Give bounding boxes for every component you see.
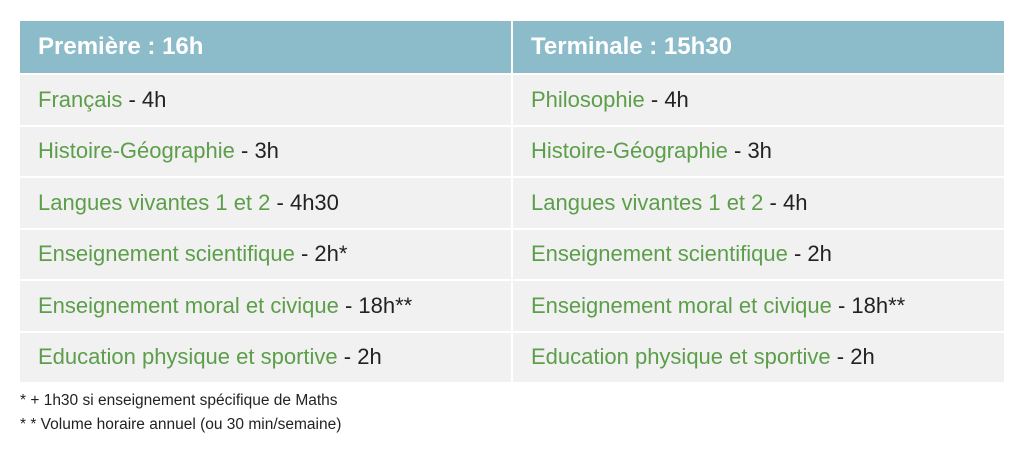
table-row — [20, 75, 511, 125]
table-row — [20, 178, 511, 228]
table-row — [513, 230, 1004, 280]
hours-value: 3h — [747, 138, 772, 164]
hours-value: 4h — [141, 86, 167, 112]
table-row — [20, 230, 511, 280]
subject-label: Enseignement scientifique — [531, 241, 788, 267]
separator: - — [294, 241, 315, 267]
terminale-header: Terminale : 15h30 — [513, 21, 1004, 73]
hours-value: 4h30 — [289, 189, 339, 215]
table-row — [20, 333, 511, 383]
separator: - — [122, 86, 142, 112]
subject-label: Education physique et sportive — [531, 344, 831, 370]
premiere-column — [20, 21, 511, 382]
separator: - — [337, 344, 358, 370]
hours-value: 3h — [254, 138, 279, 164]
separator: - — [727, 138, 748, 164]
separator: - — [787, 241, 808, 267]
premiere-header: Première : 16h — [20, 21, 511, 73]
subject-label: Education physique et sportive — [38, 344, 338, 370]
subject-label: Philosophie — [531, 86, 645, 112]
subject-label: Langues vivantes 1 et 2 — [531, 189, 764, 215]
schedule-table — [20, 21, 1004, 382]
separator: - — [270, 189, 290, 215]
separator: - — [338, 292, 359, 318]
table-row — [20, 281, 511, 331]
separator: - — [830, 344, 851, 370]
subject-label: Enseignement moral et civique — [38, 292, 339, 318]
subject-label: Langues vivantes 1 et 2 — [38, 189, 271, 215]
hours-value: 4h — [664, 86, 689, 112]
table-row — [20, 127, 511, 177]
separator: - — [234, 138, 255, 164]
hours-value: 2h — [357, 344, 382, 370]
hours-value: 2h — [807, 241, 832, 267]
separator: - — [831, 292, 852, 318]
table-row — [513, 178, 1004, 228]
subject-label: Français — [38, 86, 123, 112]
table-row — [513, 281, 1004, 331]
table-row — [513, 333, 1004, 383]
footnote-maths: * + 1h30 si enseignement spécifique de Maths — [20, 392, 338, 409]
separator: - — [763, 189, 783, 215]
footnotes — [20, 389, 341, 437]
hours-value: 18h** — [851, 292, 906, 318]
subject-label: Histoire-Géographie — [38, 138, 235, 164]
separator: - — [644, 86, 665, 112]
terminale-column — [513, 21, 1004, 382]
hours-value: 2h* — [314, 241, 348, 267]
subject-label: Enseignement scientifique — [38, 241, 295, 267]
hours-value: 2h — [850, 344, 875, 370]
hours-value: 18h** — [358, 292, 413, 318]
table-row — [513, 127, 1004, 177]
table-row — [513, 75, 1004, 125]
hours-value: 4h — [782, 189, 808, 215]
footnote-annual-volume: * * Volume horaire annuel (ou 30 min/semaine) — [20, 416, 342, 433]
subject-label: Histoire-Géographie — [531, 138, 728, 164]
subject-label: Enseignement moral et civique — [531, 292, 832, 318]
